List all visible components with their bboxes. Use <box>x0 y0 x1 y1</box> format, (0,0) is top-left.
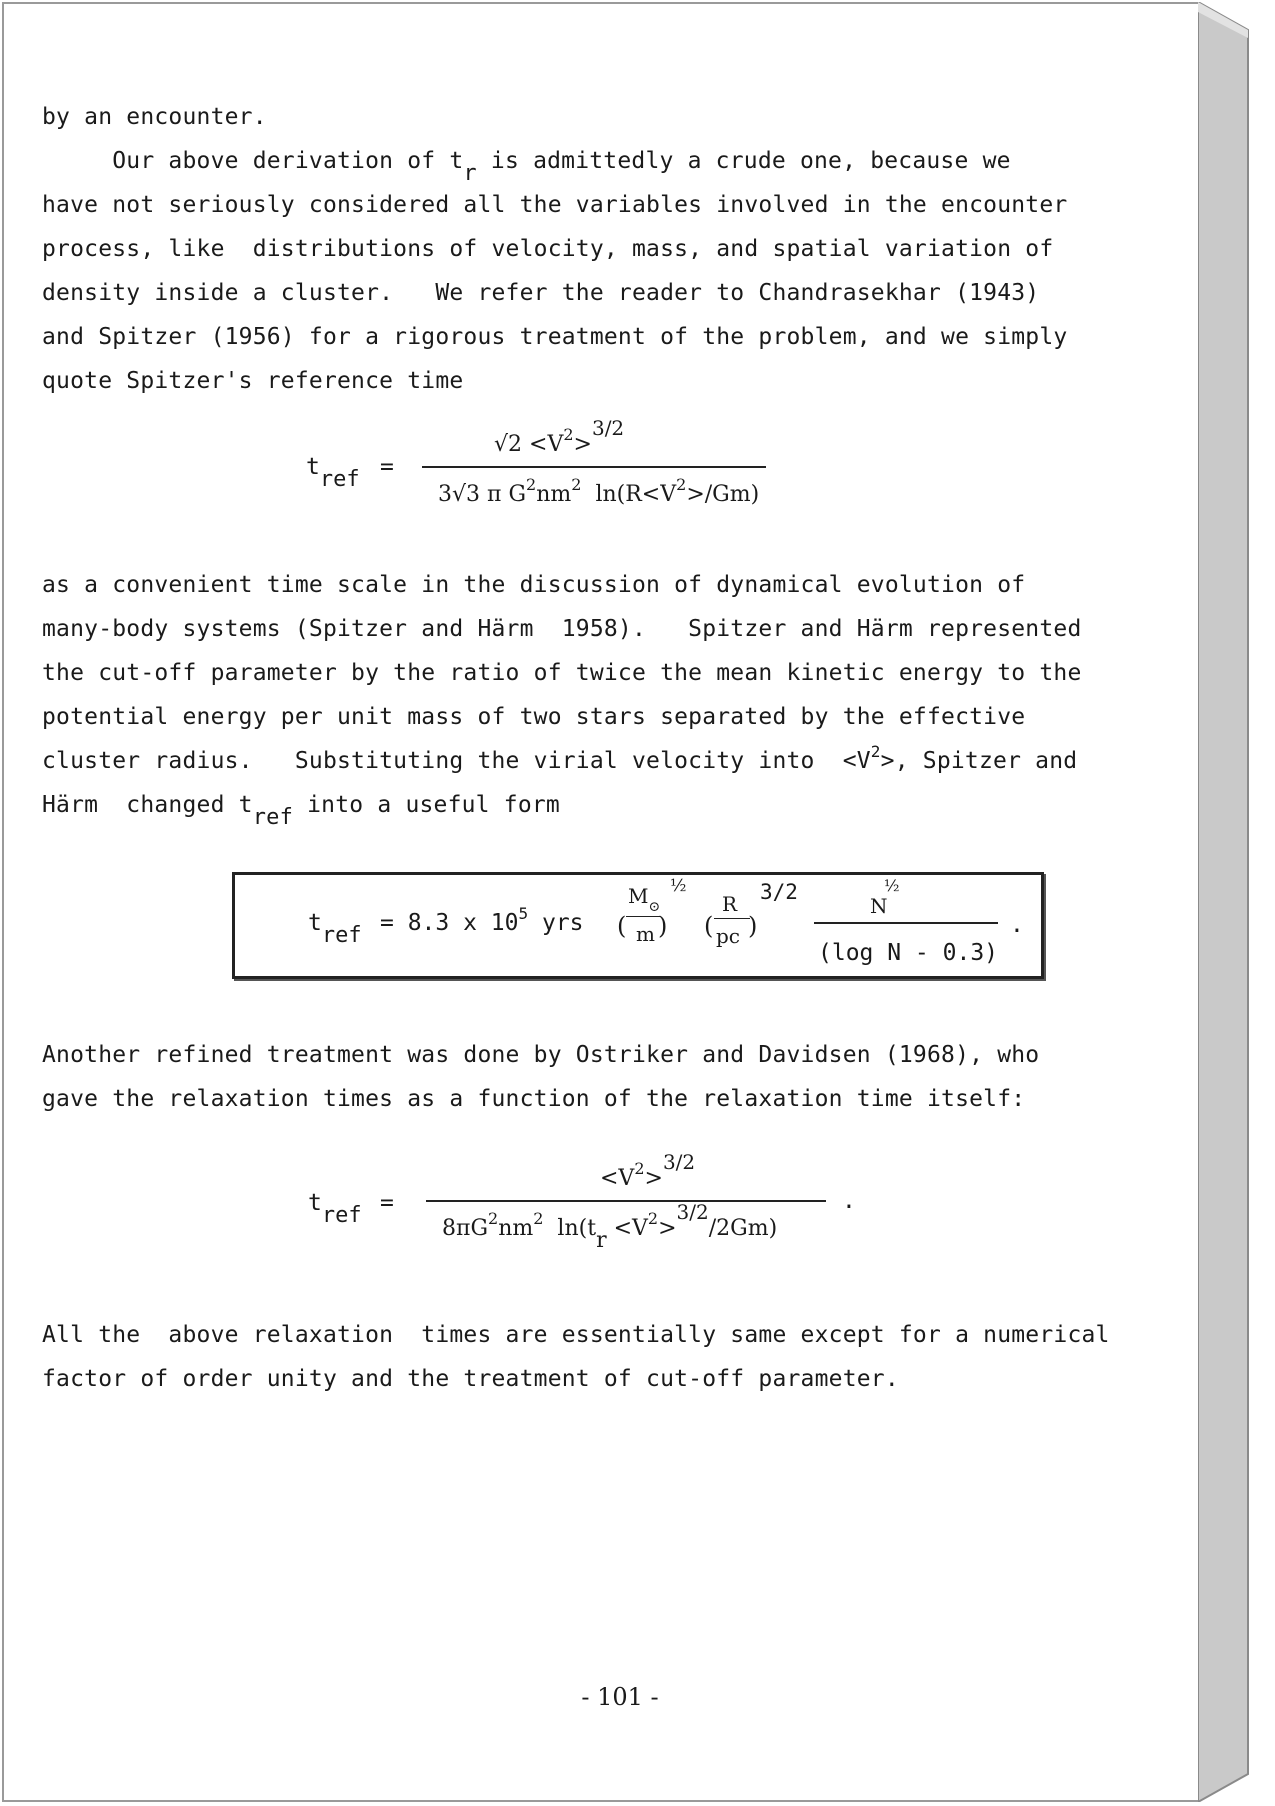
text-line: many-body systems (Spitzer and Härm 1958). Spitzer and Härm represented <box>42 616 1082 642</box>
page-edge <box>1198 2 1252 1802</box>
page-number: - 101 - <box>581 1683 659 1711</box>
text-line: density inside a cluster. We refer the reader to Chandrasekhar (1943) <box>42 280 1040 306</box>
text-line: Our above derivation of tr is admittedly a crude one, because we <box>42 148 1011 186</box>
text-line: by an encounter. <box>42 104 267 130</box>
text-line: have not seriously considered all the variables involved in the encounter <box>42 192 1068 218</box>
text-line: potential energy per unit mass of two stars separated by the effective <box>42 704 1026 730</box>
text-line: process, like distributions of velocity, mass, and spatial variation of <box>42 236 1054 262</box>
text-line: All the above relaxation times are essentially same except for a numerical <box>42 1322 1110 1348</box>
text-line: and Spitzer (1956) for a rigorous treatment of the problem, and we simply <box>42 324 1068 350</box>
text-line: Another refined treatment was done by Ostriker and Davidsen (1968), who <box>42 1042 1040 1068</box>
text-line: Härm changed tref into a useful form <box>42 792 560 830</box>
text-line: as a convenient time scale in the discussion of dynamical evolution of <box>42 572 1026 598</box>
text-line: factor of order unity and the treatment of cut-off parameter. <box>42 1366 899 1392</box>
text-line: gave the relaxation times as a function of the relaxation time itself: <box>42 1086 1026 1112</box>
text-line: the cut-off parameter by the ratio of twice the mean kinetic energy to the <box>42 660 1082 686</box>
text-line: quote Spitzer's reference time <box>42 368 464 394</box>
text-line: cluster radius. Substituting the virial velocity into $<V^2>$, Spitzer and <box>42 742 1078 774</box>
